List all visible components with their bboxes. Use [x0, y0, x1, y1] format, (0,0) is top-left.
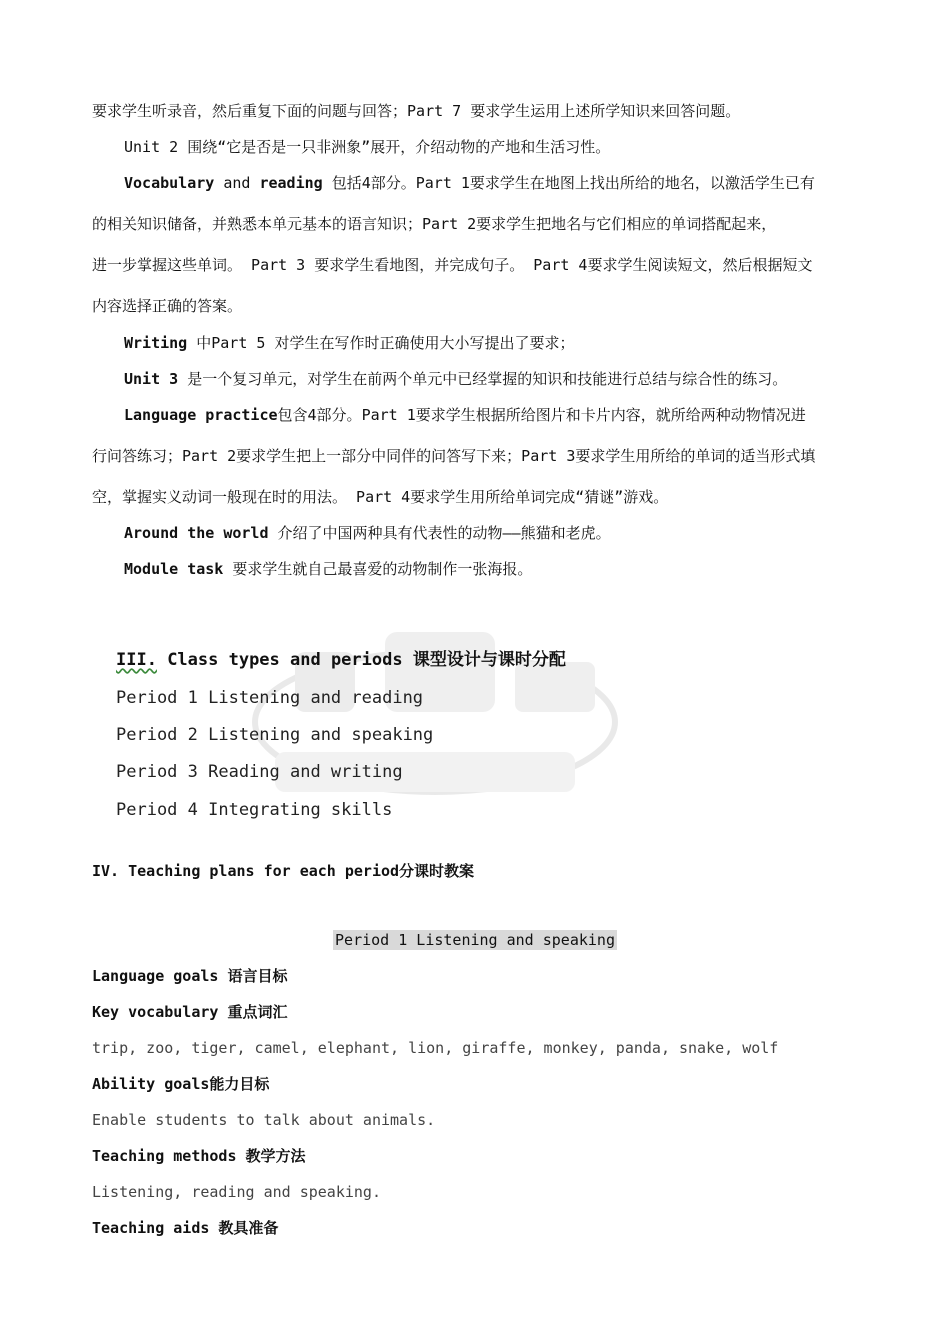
- key-vocabulary-label: [92, 1002, 862, 1022]
- bold-lead: reading: [259, 174, 323, 192]
- paragraph-language-practice: [124, 405, 862, 425]
- text: Enable students to talk about animals.: [92, 1111, 436, 1129]
- period-item: [116, 688, 862, 708]
- text: 空，掌握实义动词一般现在时的用法。 Part 4要求学生用所给单词完成“猜谜”游戏。: [92, 488, 669, 506]
- text: 介绍了中国两种具有代表性的动物——熊猫和老虎。: [268, 524, 611, 542]
- text: 内容选择正确的答案。: [92, 297, 243, 315]
- period-item: [116, 762, 862, 782]
- bold-lead: Module task: [124, 560, 224, 578]
- bold-lead: Language practice: [124, 406, 278, 424]
- text: Ability goals能力目标: [92, 1075, 270, 1093]
- section-number: III.: [116, 650, 157, 670]
- text: trip, zoo, tiger, camel, elephant, lion, giraffe, monkey, panda, snake, wolf: [92, 1039, 779, 1057]
- text: 包括4部分。Part 1要求学生在地图上找出所给的地名，以激活学生已有: [322, 174, 815, 192]
- text: 的相关知识储备，并熟悉本单元基本的语言知识；Part 2要求学生把地名与它们相应的单词搭配起来，: [92, 215, 777, 233]
- paragraph-around-the-world: [124, 523, 862, 543]
- text: Period 3 Reading and writing: [116, 762, 403, 782]
- text: 中Part 5 对学生在写作时正确使用大小写提出了要求；: [187, 334, 575, 352]
- key-vocabulary-list: [92, 1038, 862, 1058]
- text: 进一步掌握这些单词。 Part 3 要求学生看地图，并完成句子。 Part 4要求学生阅读短文，然后根据短文: [92, 256, 813, 274]
- teaching-methods-text: [92, 1182, 862, 1202]
- text: Period 2 Listening and speaking: [116, 725, 434, 745]
- paragraph-line: [92, 214, 862, 234]
- period-item: [116, 725, 862, 745]
- period-item: [116, 800, 862, 820]
- bold-lead: Vocabulary: [124, 174, 215, 192]
- bold-lead: Unit 3: [124, 370, 179, 388]
- text: Teaching methods 教学方法: [92, 1147, 306, 1165]
- paragraph-module-task: [124, 559, 862, 579]
- teaching-methods-label: [92, 1146, 862, 1166]
- bold-lead: Writing: [124, 334, 188, 352]
- ability-goals-text: [92, 1110, 862, 1130]
- text: Teaching aids 教具准备: [92, 1219, 279, 1237]
- paragraph-writing: [124, 333, 862, 353]
- section-title: Class types and periods 课型设计与课时分配: [156, 650, 566, 670]
- paragraph-unit2: [124, 137, 862, 157]
- text: 包含4部分。Part 1要求学生根据所给图片和卡片内容，就所给两种动物情况进: [277, 406, 806, 424]
- paragraph-line: [92, 255, 862, 275]
- language-goals-label: [92, 966, 862, 986]
- paragraph-vocabulary: [124, 173, 862, 193]
- text: 行问答练习；Part 2要求学生把上一部分中同伴的问答写下来；Part 3要求学生用所给的单词的适当形式填: [92, 447, 816, 465]
- paragraph-line: [92, 296, 862, 316]
- highlighted-title: Period 1 Listening and speaking: [335, 931, 615, 949]
- text: Language goals 语言目标: [92, 967, 288, 985]
- paragraph-line: [92, 101, 862, 121]
- paragraph-line: [92, 446, 862, 466]
- text: Period 4 Integrating skills: [116, 800, 393, 820]
- text: 是一个复习单元，对学生在前两个单元中已经掌握的知识和技能进行总结与综合性的练习。: [178, 370, 788, 388]
- paragraph-line: [92, 487, 862, 507]
- ability-goals-label: [92, 1074, 862, 1094]
- bold-lead: Around the world: [124, 524, 269, 542]
- text: 要求学生就自己最喜爱的动物制作一张海报。: [223, 560, 533, 578]
- text: and: [214, 174, 260, 192]
- text: 要求学生听录音，然后重复下面的问题与回答；Part 7 要求学生运用上述所学知识来回答问题。: [92, 102, 741, 120]
- paragraph-unit3: [124, 369, 862, 389]
- section-heading-class-types: [116, 650, 862, 670]
- teaching-aids-label: [92, 1218, 862, 1238]
- section-title: IV. Teaching plans for each period分课时教案: [92, 862, 475, 880]
- text: Unit 2 围绕“它是否是一只非洲象”展开，介绍动物的产地和生活习性。: [124, 138, 611, 156]
- text: Period 1 Listening and reading: [116, 688, 424, 708]
- section-heading-teaching-plans: [92, 861, 862, 881]
- period-title: [0, 930, 950, 950]
- text: Key vocabulary 重点词汇: [92, 1003, 288, 1021]
- text: Listening, reading and speaking.: [92, 1183, 381, 1201]
